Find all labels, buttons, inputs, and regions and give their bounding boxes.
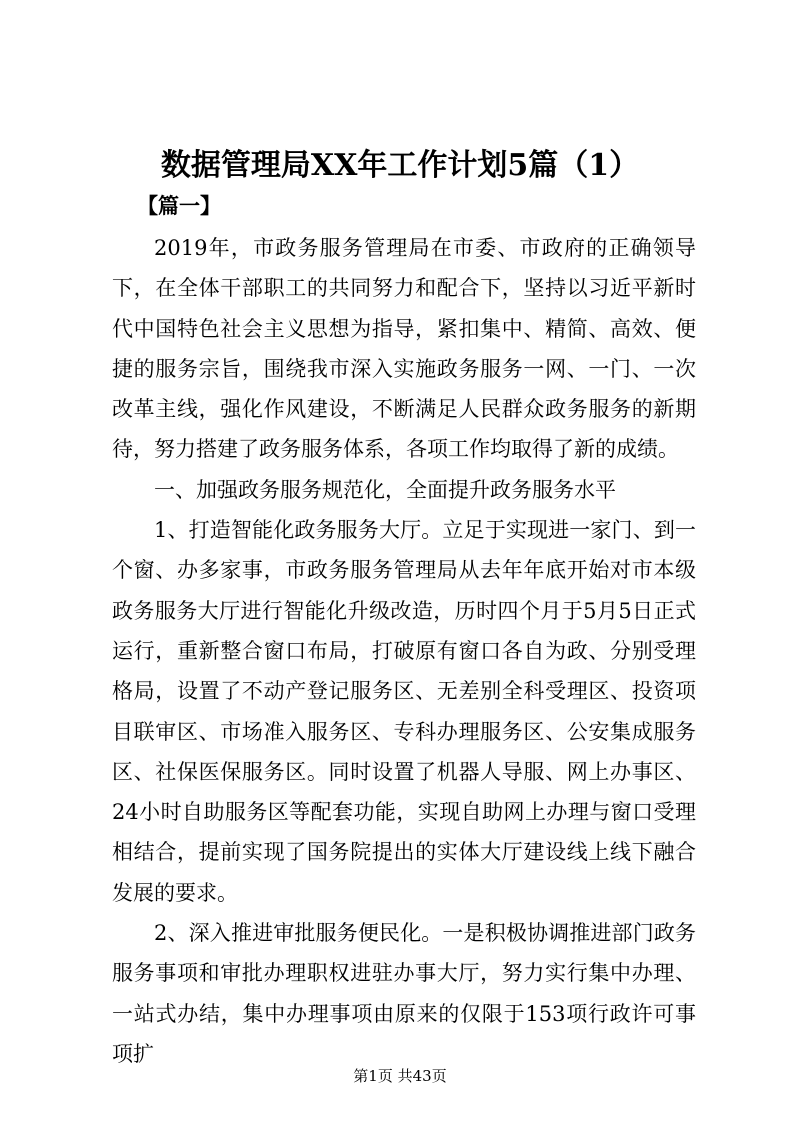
paragraph-intro: 2019年，市政务服务管理局在市委、市政府的正确领导下，在全体干部职工的共同努力和配合下，坚持以习近平新时代中国特色社会主义思想为指导，紧扣集中、精简、高效、便捷的服务宗旨，围绕我市深入实施政务服务一网、一门、一次改革主线，强化作风建设，不断满足人民群众政务服务的新期待，努力搭建了政务服务体系，各项工作均取得了新的成绩。 [112,236,696,462]
document-body [112,228,696,1074]
paragraph-item-1: 1、打造智能化政务服务大厅。立足于实现进一家门、到一个窗、办多家事，市政务服务管理局从去年年底开始对市本级政务服务大厅进行智能化升级改造，历时四个月于5月5日正式运行，重新整合窗口布局，打破原有窗口各自为政、分别受理格局，设置了不动产登记服务区、无差别全科受理区、投资项目联审区、市场准入服务区、专科办理服务区、公安集成服务区、社保医保服务区。同时设置了机器人导服、网上办事区、24小时自助服务区等配套功能，实现自助网上办理与窗口受理相结合，提前实现了国务院提出的实体大厅建设线上线下融合发展的要求。 [112,518,696,905]
page-footer: 第1页 共43页 [353,1067,447,1085]
paragraph-heading-1: 一、加强政务服务规范化，全面提升政务服务水平 [154,477,616,502]
section-heading: 【篇一】 [137,193,221,218]
document-title: 数据管理局XX年工作计划5篇（1） [160,148,640,183]
paragraph-item-2: 2、深入推进审批服务便民化。一是积极协调推进部门政务服务事项和审批办理职权进驻办事大厅，努力实行集中办理、一站式办结，集中办理事项由原来的仅限于153项行政许可事项扩 [112,921,696,1066]
